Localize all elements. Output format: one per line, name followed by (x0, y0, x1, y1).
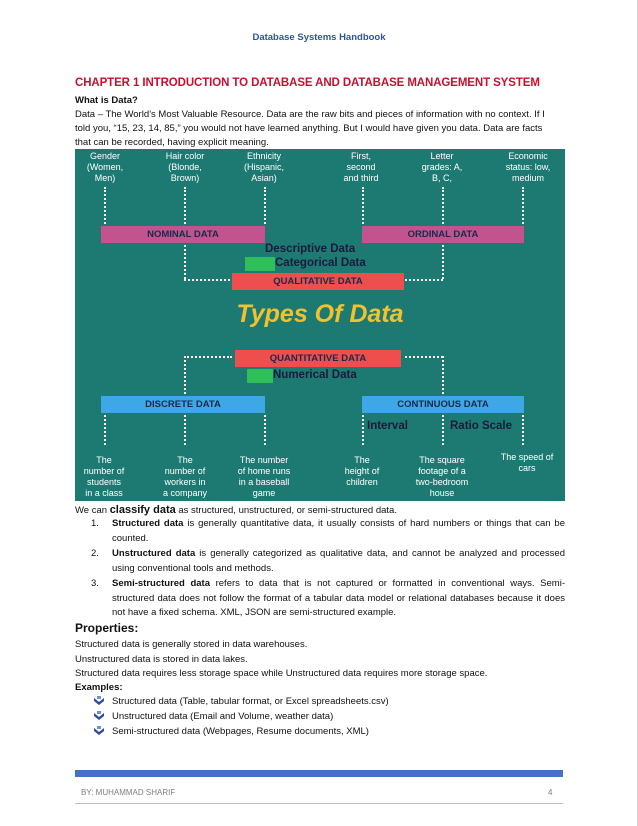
ordinal-data-bar: ORDINAL DATA (362, 226, 524, 243)
bottom-label: The number of home runs in a baseball game (237, 455, 291, 498)
top-label: First, second and third (343, 151, 379, 183)
types-of-data-title: Types Of Data (236, 300, 404, 328)
connector (405, 279, 443, 281)
bottom-label: The height of children (344, 455, 380, 487)
property-line: Unstructured data is stored in data lakes. (75, 654, 248, 665)
property-line: Structured data requires less storage space while Unstructured data requires more storage space. (75, 668, 488, 679)
chapter-title: CHAPTER 1 INTRODUCTION TO DATABASE AND DATABASE MANAGEMENT SYSTEM (75, 77, 540, 89)
classify-sentence: We can classify data as structured, unstructured, or semi-structured data. (75, 504, 397, 516)
list-item: Semi-structured data (Webpages, Resume documents, XML) (93, 724, 389, 739)
connector (405, 356, 443, 358)
connector (442, 245, 444, 279)
descriptive-data-label: Descriptive Data (265, 243, 356, 255)
qualitative-data-bar: QUALITATIVE DATA (232, 273, 404, 290)
discrete-data-bar: DISCRETE DATA (101, 396, 265, 413)
quantitative-data-bar: QUANTITATIVE DATA (235, 350, 401, 367)
data-types-list (75, 517, 565, 622)
connector (184, 415, 186, 445)
list-item: 3. Semi-structured data refers to data that is not captured or formatted in conventional ways. Semi-structured data does not follow the format of a tabular data model or relational databases because it does not have a fixed schema. XML, JSON are semi-structured example. (91, 578, 565, 618)
ratio-scale-label: Ratio Scale (450, 420, 512, 432)
top-label: Economic status: low, medium (505, 151, 551, 183)
page-header: Database Systems Handbook (252, 32, 386, 43)
connector (184, 356, 232, 358)
property-line: Structured data is generally stored in data warehouses. (75, 639, 308, 650)
bottom-label: The number of workers in a company (162, 455, 208, 498)
arrow-bullet-icon (93, 711, 105, 721)
list-item: 2. Unstructured data is generally categorized as qualitative data, and cannot be analyzed and processed using conventional tools and methods. (91, 548, 565, 574)
arrow-bullet-icon (93, 726, 105, 736)
categorical-data-label: Categorical Data (275, 257, 366, 269)
properties-heading: Properties: (75, 621, 139, 635)
footer-bar (75, 770, 563, 777)
connector (184, 245, 186, 279)
types-of-data-infographic (75, 149, 565, 501)
top-label: Letter grades: A, B, C, (421, 151, 463, 183)
footer-divider (75, 803, 563, 804)
green-block (247, 369, 273, 383)
numerical-data-label: Numerical Data (273, 369, 357, 381)
connector (442, 356, 444, 394)
page-number: 4 (548, 788, 553, 797)
connector (104, 415, 106, 445)
what-is-data-heading: What is Data? (75, 95, 138, 106)
connector (184, 187, 186, 224)
list-item: Unstructured data (Email and Volume, weather data) (93, 709, 389, 724)
connector (264, 187, 266, 224)
bottom-label: The number of students in a class (83, 455, 125, 498)
interval-label: Interval (367, 420, 408, 432)
connector (184, 356, 186, 394)
arrow-bullet-icon (93, 696, 105, 706)
examples-list (93, 694, 389, 739)
connector (442, 187, 444, 224)
top-label: Gender (Women, Men) (86, 151, 124, 183)
continuous-data-bar: CONTINUOUS DATA (362, 396, 524, 413)
connector (522, 187, 524, 224)
paragraph-line: told you, “15, 23, 14, 85,” you would not have learned anything. But I would have given you data. Data are facts (75, 123, 543, 134)
nominal-data-bar: NOMINAL DATA (101, 226, 265, 243)
connector (522, 415, 524, 445)
list-item: 1. Structured data is generally quantitative data, it usually consists of hard numbers or things that can be counted. (91, 518, 565, 544)
paragraph-line: Data – The World’s Most Valuable Resource. Data are the raw bits and pieces of information with no context. If I (75, 109, 545, 120)
bottom-label: The square footage of a two-bedroom house (415, 455, 469, 498)
paragraph-line: that can be recorded, having explicit meaning. (75, 137, 269, 148)
bottom-label: The speed of cars (500, 452, 554, 473)
connector (104, 187, 106, 224)
connector (184, 279, 230, 281)
top-label: Hair color (Blonde, Brown) (165, 151, 205, 183)
connector (362, 415, 364, 445)
top-label: Ethnicity (Hispanic, Asian) (243, 151, 284, 183)
examples-heading: Examples: (75, 682, 123, 693)
connector (442, 415, 444, 445)
footer-author: BY: MUHAMMAD SHARIF (81, 788, 176, 797)
connector (362, 187, 364, 224)
green-block (245, 257, 275, 271)
list-item: Structured data (Table, tabular format, or Excel spreadsheets.csv) (93, 694, 389, 709)
connector (264, 415, 266, 445)
